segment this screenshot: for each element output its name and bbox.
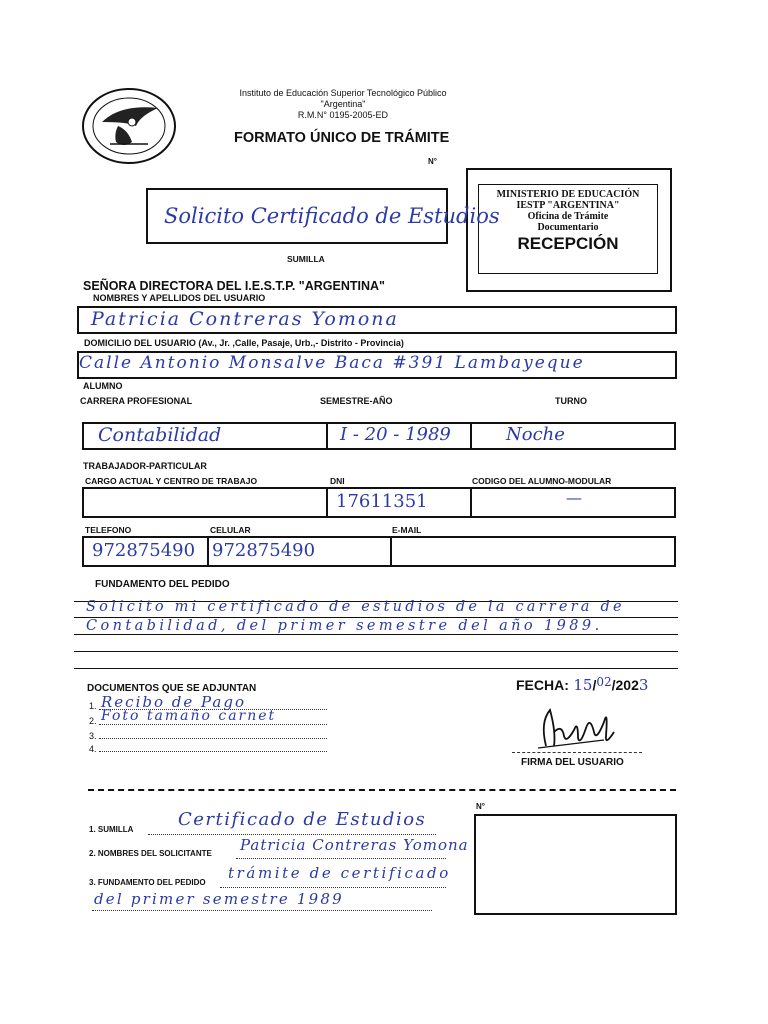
code-label: CODIGO DEL ALUMNO-MODULAR [472, 476, 612, 486]
stamp-line4: Documentario [537, 222, 599, 233]
signature-label: FIRMA DEL USUARIO [521, 757, 624, 768]
attachment-num: 4. [89, 744, 97, 754]
date-separator-icon: / [592, 677, 597, 693]
attachment-dotline [99, 751, 327, 752]
receipt-sumilla-label: 1. SUMILLA [89, 825, 134, 834]
receipt-sumilla-value[interactable]: Certificado de Estudios [178, 809, 427, 830]
date-separator-icon: / [611, 677, 616, 693]
attachment-item[interactable] [89, 726, 329, 739]
receipt-number-label: N° [476, 802, 485, 811]
institute-seal [80, 86, 178, 166]
request-line-3 [74, 634, 678, 635]
stamp-title: RECEPCIÓN [517, 234, 619, 253]
attachment-item[interactable] [89, 739, 329, 752]
contact-divider-1 [207, 536, 209, 567]
user-name-label: NOMBRES Y APELLIDOS DEL USUARIO [93, 293, 266, 303]
cell-value[interactable]: 972875490 [212, 540, 316, 561]
request-text-line1[interactable]: Solicito mi certificado de estudios de la carrera de [86, 599, 625, 615]
signature-image [534, 702, 624, 752]
request-line-5 [74, 668, 678, 669]
user-address-label: DOMICILIO DEL USUARIO (Av., Jr. ,Calle, Pasaje, Urb.,- Distrito - Provincia) [84, 338, 404, 348]
institute-line1: Instituto de Educación Superior Tecnológico Público [239, 88, 447, 98]
date-field[interactable] [516, 676, 648, 695]
form-number-label: N° [428, 157, 437, 166]
shift-label: TURNO [555, 396, 587, 406]
user-address-value: Calle Antonio Monsalve Baca #391 Lambayeque [79, 353, 585, 373]
sumilla-label: SUMILLA [287, 254, 325, 264]
receipt-reason-line [220, 887, 446, 888]
dni-value[interactable]: 17611351 [336, 491, 428, 512]
receipt-reason-label: 3. FUNDAMENTO DEL PEDIDO [89, 878, 206, 887]
attachments-list [89, 693, 329, 754]
receipt-reason-value2[interactable]: del primer semestre 1989 [94, 890, 344, 908]
reception-stamp [478, 184, 658, 274]
institute-name [198, 88, 488, 121]
stamp-line3: Oficina de Trámite [527, 211, 609, 222]
date-label: FECHA: [516, 677, 569, 693]
phone-label: TELEFONO [85, 525, 132, 535]
semester-value[interactable]: I - 20 - 1989 [340, 424, 451, 445]
attachment-value: Foto tamaño carnet [101, 708, 277, 724]
dni-label: DNI [330, 476, 345, 486]
career-value[interactable]: Contabilidad [98, 424, 222, 446]
receipt-name-line [236, 858, 446, 859]
shift-value[interactable]: Noche [506, 424, 565, 445]
receipt-name-label: 2. NOMBRES DEL SOLICITANTE [89, 849, 212, 858]
attachments-label: DOCUMENTOS QUE SE ADJUNTAN [87, 683, 257, 694]
attachment-item[interactable] [89, 708, 329, 726]
stamp-line2: IESTP "ARGENTINA" [516, 200, 620, 211]
contact-divider-2 [390, 536, 392, 567]
date-month: 02 [596, 675, 612, 689]
request-line-4 [74, 651, 678, 652]
student-divider-2 [470, 422, 472, 450]
attachment-num: 2. [89, 716, 97, 726]
code-value[interactable]: — [566, 488, 582, 507]
attachment-num: 1. [89, 701, 97, 711]
form-title: FORMATO ÚNICO DE TRÁMITE [234, 130, 450, 146]
student-section-label: ALUMNO [83, 381, 123, 391]
addressee: SEÑORA DIRECTORA DEL I.E.S.T.P. "ARGENTINA" [83, 279, 385, 293]
sumilla-value: Solicito Certificado de Estudios [164, 204, 500, 228]
date-day: 15 [573, 676, 593, 694]
career-label: CARRERA PROFESIONAL [80, 396, 193, 406]
receipt-reason-value1[interactable]: trámite de certificado [228, 864, 451, 882]
cell-label: CELULAR [210, 525, 251, 535]
cut-line [88, 789, 676, 791]
worker-divider-2 [470, 487, 472, 518]
institute-line2: "Argentina" [320, 99, 366, 109]
phone-value[interactable]: 972875490 [92, 540, 196, 561]
request-text-line2[interactable]: Contabilidad, del primer semestre del año 1989. [86, 618, 603, 634]
request-label: FUNDAMENTO DEL PEDIDO [95, 579, 230, 590]
attachment-value: Recibo de Pago [101, 693, 247, 711]
stamp-line1: MINISTERIO DE EDUCACIÓN [496, 189, 640, 200]
semester-label: SEMESTRE-AÑO [320, 396, 393, 406]
receipt-reason-line2 [92, 910, 432, 911]
user-name-value: Patricia Contreras Yomona [91, 308, 399, 330]
receipt-name-value[interactable]: Patricia Contreras Yomona [240, 836, 469, 854]
email-label: E-MAIL [392, 525, 422, 535]
receipt-stamp-box [474, 814, 677, 915]
student-divider-1 [326, 422, 328, 450]
worker-divider-1 [326, 487, 328, 518]
worker-section-label: TRABAJADOR-PARTICULAR [83, 461, 207, 471]
attachment-dotline [99, 724, 327, 725]
signature-line [512, 752, 642, 753]
institute-line3: R.M.N° 0195-2005-ED [297, 110, 389, 120]
date-year-suffix: 3 [638, 676, 649, 694]
position-label: CARGO ACTUAL Y CENTRO DE TRABAJO [85, 476, 258, 486]
receipt-sumilla-line [148, 834, 436, 835]
date-year-prefix: 202 [615, 677, 639, 693]
attachment-num: 3. [89, 731, 97, 741]
